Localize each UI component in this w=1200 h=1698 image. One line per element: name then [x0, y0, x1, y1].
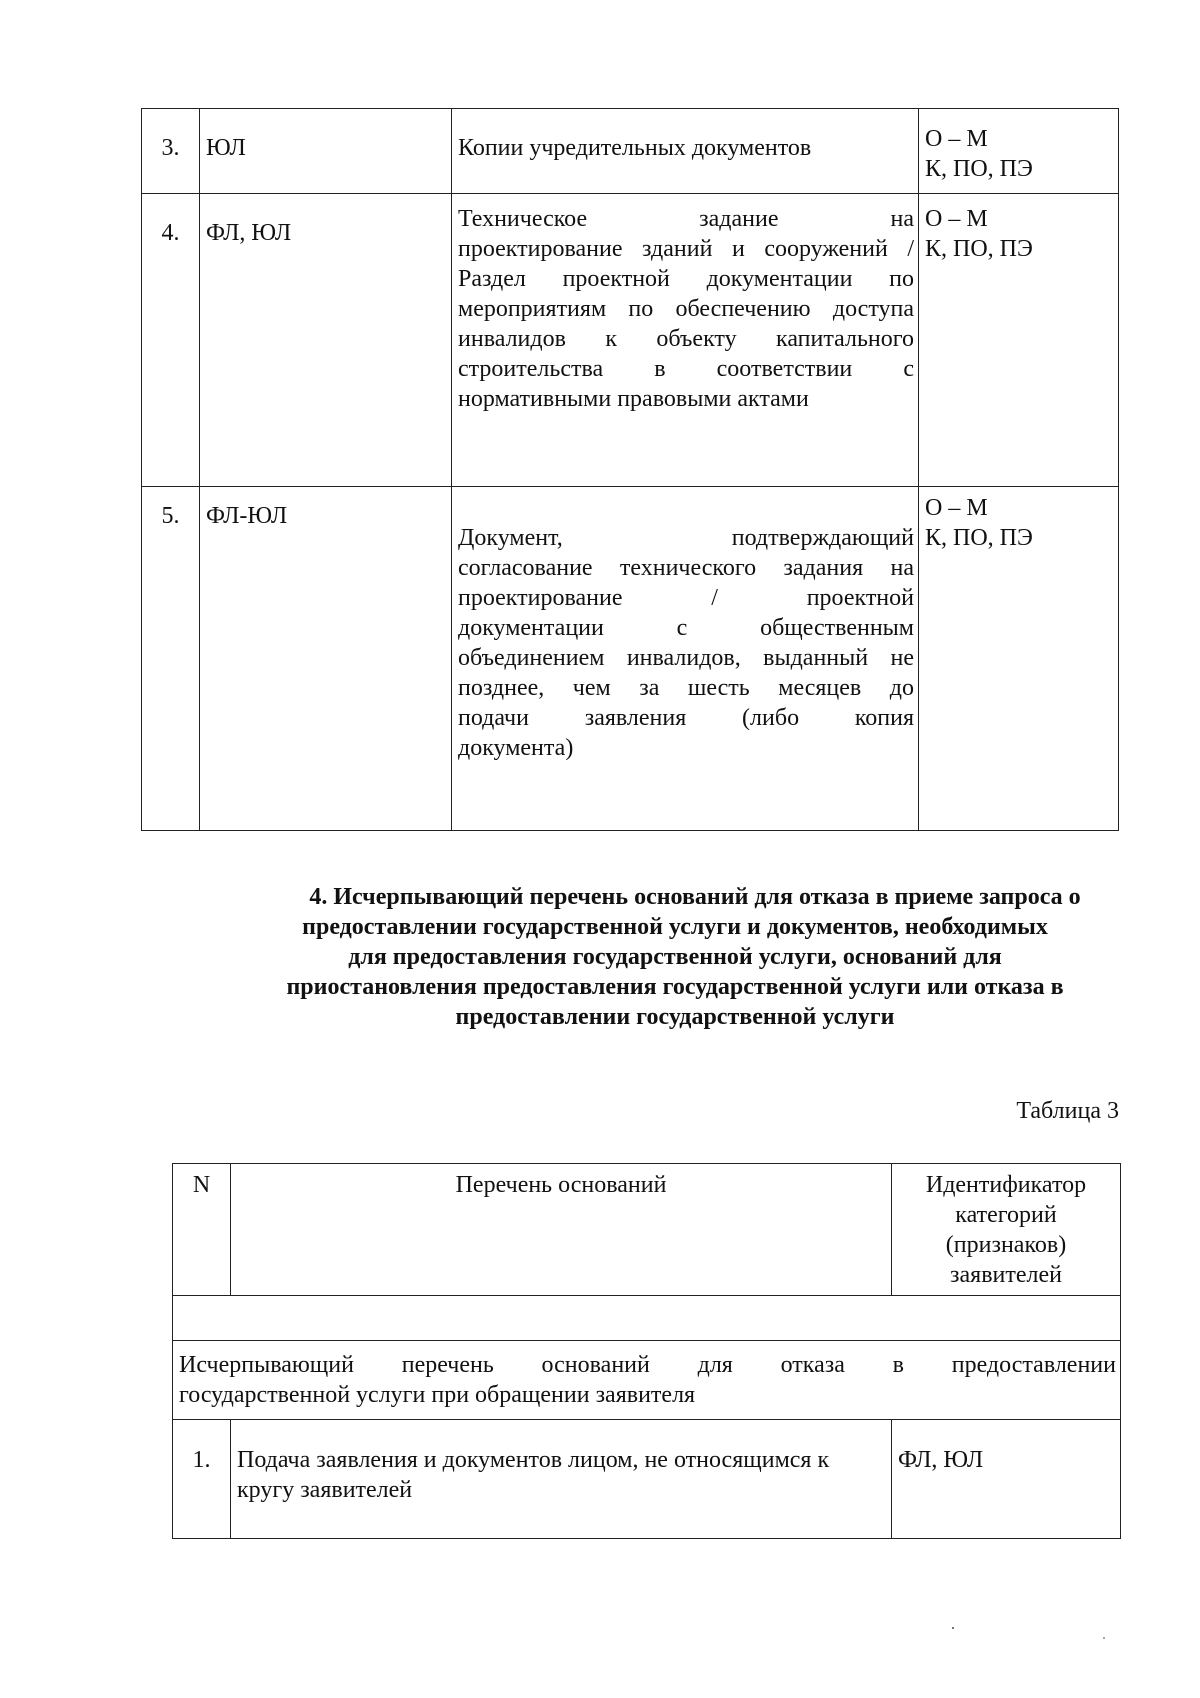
form-code-line: К, ПО, ПЭ	[925, 156, 1033, 182]
document-line: Документ, подтверждающий	[458, 525, 914, 551]
document-line: проектирование зданий и сооружений /	[458, 236, 914, 262]
section-heading	[200, 882, 1150, 1032]
document-line: Копии учредительных документов	[458, 135, 812, 161]
form-code-line: О – М	[925, 495, 988, 521]
section-row-text	[173, 1341, 1121, 1420]
document-name	[452, 194, 919, 487]
documents-table	[141, 108, 1119, 831]
document-line: Техническое задание на	[458, 206, 914, 232]
header-line: категорий	[955, 1202, 1057, 1228]
heading-line: для предоставления государственной услуги, оснований для	[348, 944, 1002, 970]
table-row	[142, 194, 1119, 487]
header-line: Идентификатор	[925, 1172, 1087, 1198]
section-row-line: государственной услуги при обращении заявителя	[179, 1382, 696, 1408]
document-name	[452, 487, 919, 831]
row-number: 3.	[142, 109, 200, 194]
document-line: строительства в соответствии с	[458, 356, 914, 382]
form-code	[919, 487, 1119, 831]
form-code-line: О – М	[925, 126, 988, 152]
applicant-category: ФЛ-ЮЛ	[200, 487, 452, 831]
table-row	[173, 1420, 1121, 1539]
table-row	[142, 109, 1119, 194]
heading-line: 4. Исчерпывающий перечень оснований для отказа в приеме запроса о	[309, 884, 1081, 910]
refusal-grounds-table	[172, 1163, 1121, 1539]
document-line: документа)	[458, 735, 574, 761]
column-header-identifier	[892, 1164, 1121, 1296]
form-code-line: К, ПО, ПЭ	[925, 525, 1033, 551]
form-code	[919, 109, 1119, 194]
table-header-row	[173, 1164, 1121, 1296]
document-line: документации с общественным	[458, 615, 914, 641]
document-line: позднее, чем за шесть месяцев до	[458, 675, 914, 701]
section-row	[173, 1341, 1121, 1420]
document-name	[452, 109, 919, 194]
row-number: 1.	[173, 1420, 231, 1539]
document-line: подачи заявления (либо копия	[458, 705, 914, 731]
heading-line: приостановления предоставления государственной услуги или отказа в	[286, 974, 1064, 1000]
document-line: согласование технического задания на	[458, 555, 914, 581]
header-line: заявителей	[950, 1262, 1062, 1288]
form-code-line: О – М	[925, 206, 988, 232]
heading-line: предоставлении государственной услуги	[455, 1004, 895, 1030]
form-code	[919, 194, 1119, 487]
document-line: проектирование / проектной	[458, 585, 914, 611]
applicant-category: ФЛ, ЮЛ	[200, 194, 452, 487]
empty-cell	[173, 1296, 1121, 1341]
ground-line: кругу заявителей	[237, 1477, 413, 1503]
header-line: (признаков)	[945, 1232, 1067, 1258]
ground-text	[231, 1420, 892, 1539]
section-row-line: Исчерпывающий перечень оснований для отказа в предоставлении	[179, 1352, 1116, 1378]
column-header-number: N	[173, 1164, 231, 1296]
document-line: мероприятиям по обеспечению доступа	[458, 296, 914, 322]
scan-speck	[952, 1627, 954, 1629]
table-caption: Таблица 3	[1016, 1098, 1119, 1124]
table-row	[142, 487, 1119, 831]
row-number: 5.	[142, 487, 200, 831]
document-line: инвалидов к объекту капитального	[458, 326, 914, 352]
applicant-category: ЮЛ	[200, 109, 452, 194]
document-line: объединением инвалидов, выданный не	[458, 645, 914, 671]
heading-line: предоставлении государственной услуги и документов, необходимых	[302, 914, 1048, 940]
form-code-line: К, ПО, ПЭ	[925, 236, 1033, 262]
empty-row	[173, 1296, 1121, 1341]
document-line: Раздел проектной документации по	[458, 266, 914, 292]
column-header-grounds: Перечень оснований	[231, 1164, 892, 1296]
ground-line: Подача заявления и документов лицом, не относящимся к	[237, 1447, 830, 1473]
applicant-category: ФЛ, ЮЛ	[892, 1420, 1121, 1539]
document-line: нормативными правовыми актами	[458, 386, 809, 412]
scan-speck	[1103, 1637, 1105, 1639]
row-number: 4.	[142, 194, 200, 487]
